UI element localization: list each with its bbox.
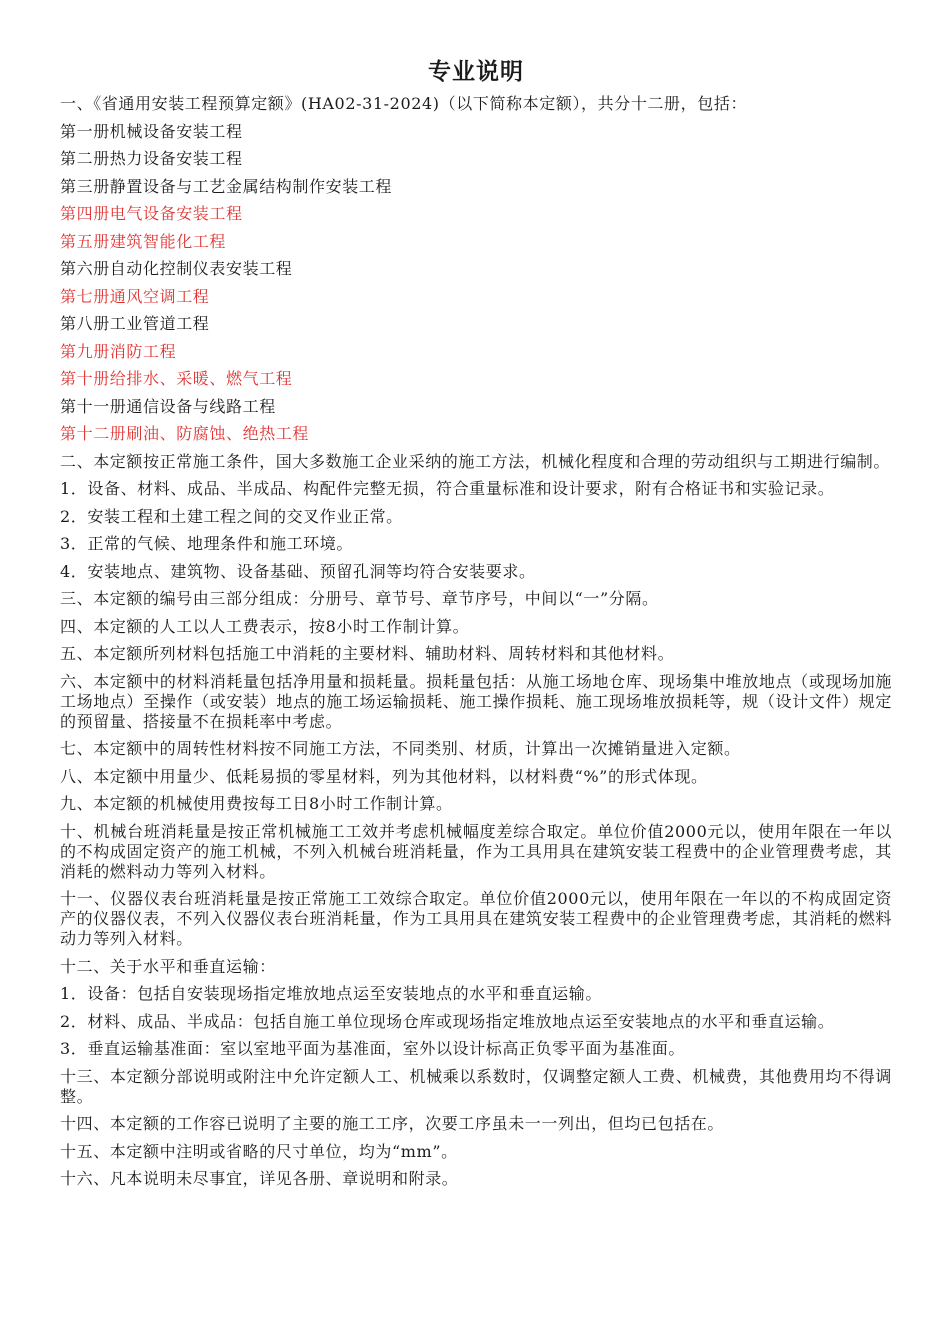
paragraph-line: 2．安装工程和土建工程之间的交叉作业正常。 — [60, 506, 403, 526]
paragraph-line: 一、《省通用安装工程预算定额》(HA02-31-2024)（以下简称本定额），共分十二册，包括： — [60, 94, 748, 113]
paragraph-line: 1．设备、材料、成品、半成品、构配件完整无损，符合重量标准和设计要求，附有合格证书和实验记录。 — [60, 479, 835, 498]
volume-item-highlighted: 第五册建筑智能化工程 — [60, 231, 227, 251]
document-page — [60, 56, 892, 1197]
paragraph-line: 十三、本定额分部说明或附注中允许定额人工、机械乘以系数时，仅调整定额人工费、机械费，其他费用均不得调整。 — [60, 1066, 892, 1106]
paragraph-line: 六、本定额中的材料消耗量包括净用量和损耗量。损耗量包括：从施工场地仓库、现场集中堆放地点（或现场加施工场地点）至操作（或安装）地点的施工场运输损耗、施工操作损耗、施工现场堆放损耗等，规（设计文件）规定的预留量、搭接量不在损耗率中考虑。 — [60, 671, 892, 731]
paragraph-line: 3．垂直运输基准面：室以室地平面为基准面，室外以设计标高正负零平面为基准面。 — [60, 1039, 685, 1058]
paragraph-line: 十一、仪器仪表台班消耗量是按正常施工工效综合取定。单位价值2000元以，使用年限在一年以的不构成固定资产的仪器仪表，不列入仪器仪表台班消耗量，作为工具用具在建筑安装工程费中的企业管理费考虑，其消耗的燃料动力等列入材料。 — [60, 889, 892, 948]
volume-item-highlighted: 第十二册刷油、防腐蚀、绝热工程 — [60, 424, 310, 443]
volume-item-highlighted: 第四册电气设备安装工程 — [60, 204, 243, 223]
paragraph-line: 九、本定额的机械使用费按每工日8小时工作制计算。 — [60, 794, 453, 813]
paragraph-line: 四、本定额的人工以人工费表示，按8小时工作制计算。 — [60, 616, 470, 636]
paragraph-line: 第八册工业管道工程 — [60, 314, 210, 333]
paragraph-line: 十五、本定额中注明或省略的尺寸单位，均为“mm”。 — [60, 1141, 458, 1161]
paragraph-line: 第六册自动化控制仪表安装工程 — [60, 259, 293, 278]
paragraph-line: 第十一册通信设备与线路工程 — [60, 396, 276, 416]
paragraph-line: 七、本定额中的周转性材料按不同施工方法，不同类别、材质，计算出一次摊销量进入定额。 — [60, 739, 741, 758]
volume-item-highlighted: 第十册给排水、采暖、燃气工程 — [60, 369, 293, 388]
paragraph-line: 十、机械台班消耗量是按正常机械施工工效并考虑机械幅度差综合取定。单位价值2000元以，使用年限在一年以的不构成固定资产的施工机械，不列入机械台班消耗量，作为工具用具在建筑安装工程费中的企业管理费考虑，其消耗的燃料动力等列入材料。 — [60, 821, 892, 881]
paragraph-line: 十六、凡本说明未尽事宜，详见各册、章说明和附录。 — [60, 1169, 459, 1188]
paragraph-line: 二、本定额按正常施工条件，国大多数施工企业采纳的施工方法，机械化程度和合理的劳动组织与工期进行编制。 — [60, 451, 891, 471]
paragraph-line: 第一册机械设备安装工程 — [60, 121, 243, 141]
paragraph-line: 4．安装地点、建筑物、设备基础、预留孔洞等均符合安装要求。 — [60, 561, 536, 581]
paragraph-line: 八、本定额中用量少、低耗易损的零星材料，列为其他材料，以材料费“%”的形式体现。 — [60, 766, 708, 786]
page-title: 专业说明 — [428, 59, 524, 85]
paragraph-line: 第二册热力设备安装工程 — [60, 149, 243, 168]
volume-item-highlighted: 第九册消防工程 — [60, 341, 177, 361]
paragraph-line: 第三册静置设备与工艺金属结构制作安装工程 — [60, 176, 393, 196]
paragraph-line: 1．设备：包括自安装现场指定堆放地点运至安装地点的水平和垂直运输。 — [60, 984, 602, 1003]
paragraph-line: 十四、本定额的工作容已说明了主要的施工工序，次要工序虽未一一列出，但均已包括在。 — [60, 1114, 725, 1133]
paragraph-line: 2．材料、成品、半成品：包括自施工单位现场仓库或现场指定堆放地点运至安装地点的水平和垂直运输。 — [60, 1011, 835, 1031]
paragraph-line: 五、本定额所列材料包括施工中消耗的主要材料、辅助材料、周转材料和其他材料。 — [60, 644, 675, 663]
paragraph-line: 十二、关于水平和垂直运输： — [60, 956, 276, 976]
paragraph-line: 三、本定额的编号由三部分组成：分册号、章节号、章节序号，中间以“一”分隔。 — [60, 589, 659, 608]
volume-item-highlighted: 第七册通风空调工程 — [60, 286, 210, 306]
paragraph-line: 3．正常的气候、地理条件和施工环境。 — [60, 534, 353, 553]
paragraph-list — [60, 94, 892, 1189]
